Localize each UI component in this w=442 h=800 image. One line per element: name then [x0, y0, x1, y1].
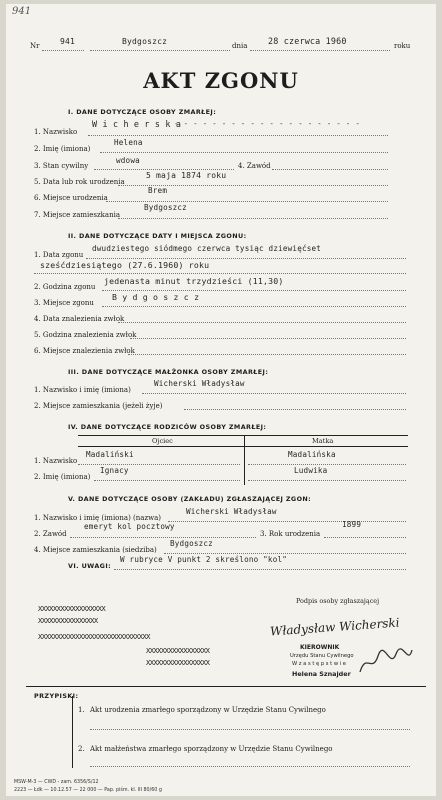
s3-label-1: 1. Nazwisko i imię (imiona): [34, 386, 131, 394]
s4-label-1: 1. Nazwisko: [34, 457, 78, 465]
s1-value-firstname: Helena: [114, 138, 143, 147]
section4-heading: IV. DANE DOTYCZĄCE RODZICÓW OSOBY ZMARŁEJ:: [68, 423, 267, 431]
s5-value-birthyear: 1899: [342, 520, 362, 529]
przypisek-1-text: Akt urodzenia zmarłego sporządzony w Urzędzie Stanu Cywilnego: [90, 706, 326, 714]
s2-label-2: 2. Godzina zgonu: [34, 283, 96, 291]
struck-line-1: XXXXXXXXXXXXXXXXXX: [38, 604, 106, 613]
s2-value-place: B y d g o s z c z: [112, 292, 200, 302]
struck-line-2: XXXXXXXXXXXXXXXX: [38, 616, 98, 625]
s5-label-1: 1. Nazwisko i imię (imiona) (nazwa): [34, 514, 162, 522]
s1-label-4: 4. Zawód: [238, 162, 271, 170]
s4-father-surname: Madaliński: [86, 450, 134, 459]
kierownik-deputy: W z a s t ę p s t w i e: [292, 661, 347, 667]
s6-value-remarks: W rubryce V punkt 2 skreślono "kol": [120, 555, 288, 564]
s1-value-civil-status: wdowa: [116, 156, 140, 165]
kierownik-office: Urzędu Stanu Cywilnego: [290, 653, 354, 659]
s3-label-2: 2. Miejsce zamieszkania (jeżeli żyje): [34, 402, 163, 410]
s1-label-1: 1. Nazwisko: [34, 128, 78, 136]
s4-father-firstname: Ignacy: [100, 466, 129, 475]
s2-value-hour: jedenasta minut trzydzieści (11,30): [104, 276, 284, 286]
print-footer-2: 2223 — Łdk — 10.12.57 — 22 000 — Pap. piśm. kl. III 80/60 g: [14, 788, 162, 793]
s1-dashes: - - - - - - - - - - - - - - - - - - - -: [174, 119, 361, 128]
s1-value-surname: W i c h e r s k a: [92, 119, 182, 129]
official-signature-scribble: [356, 644, 416, 678]
s5-value-occupation: emeryt kol pocztowy: [84, 522, 175, 531]
s5-label-3: 3. Rok urodzenia: [260, 530, 321, 538]
s2-label-6: 6. Miejsce znalezienia zwłok: [34, 347, 135, 355]
s1-label-3: 3. Stan cywilny: [34, 162, 89, 170]
s1-label-5: 5. Data lub rok urodzenia: [34, 178, 125, 186]
s2-label-5: 5. Godzina znalezienia zwłok: [34, 331, 137, 339]
kierownik-title: KIEROWNIK: [300, 644, 340, 651]
s2-label-4: 4. Data znalezienia zwłok: [34, 315, 125, 323]
section1-heading: I. DANE DOTYCZĄCE OSOBY ZMARŁEJ:: [68, 108, 217, 116]
nr-label: Nr: [30, 42, 40, 50]
struck-line-3: XXXXXXXXXXXXXXXXXXXXXXXXXXXXXX: [38, 632, 150, 641]
s2-label-3: 3. Miejsce zgonu: [34, 299, 94, 307]
struck-line-4: XXXXXXXXXXXXXXXXX: [146, 646, 210, 655]
s2-value-date-1: dwudziestego siódmego czerwca tysiąc dziewięćset: [92, 244, 322, 253]
kierownik-name: Helena Sznajder: [292, 670, 351, 678]
przypiski-heading: PRZYPISKI:: [34, 692, 79, 700]
s1-value-birthplace: Brem: [148, 186, 168, 195]
s1-label-2: 2. Imię (imiona): [34, 145, 91, 153]
document-title: AKT ZGONU: [143, 68, 299, 93]
przypisek-1-num: 1.: [78, 706, 85, 714]
s1-label-6: 6. Miejsce urodzenia: [34, 194, 108, 202]
section3-heading: III. DANE DOTYCZĄCE MAŁŻONKA OSOBY ZMARŁEJ:: [68, 368, 269, 376]
act-date: 28 czerwca 1960: [268, 36, 347, 46]
s3-value-spouse: Wicherski Władysław: [154, 379, 245, 388]
act-number: 941: [60, 37, 76, 46]
act-place: Bydgoszcz: [122, 37, 168, 46]
corner-note: 941: [12, 6, 32, 17]
przypisek-2-text: Akt małżeństwa zmarłego sporządzony w Urzędzie Stanu Cywilnego: [90, 745, 333, 753]
s2-label-1: 1. Data zgonu: [34, 251, 84, 259]
col-mother: Matka: [312, 437, 334, 445]
s1-value-residence: Bydgoszcz: [144, 203, 187, 212]
roku-label: roku: [394, 42, 411, 50]
s2-value-date-2: sześćdziesiątego (27.6.1960) roku: [40, 260, 210, 270]
s1-label-7: 7. Miejsce zamieszkania: [34, 211, 120, 219]
s4-mother-firstname: Ludwika: [294, 466, 328, 475]
death-certificate-page: [6, 4, 436, 796]
przypisek-2-num: 2.: [78, 745, 85, 753]
s5-label-2: 2. Zawód: [34, 530, 67, 538]
s5-value-name: Wicherski Władysław: [186, 507, 277, 516]
s4-label-2: 2. Imię (imiona): [34, 473, 91, 481]
signature-caption: Podpis osoby zgłaszającej: [296, 597, 380, 605]
print-footer-1: MSW-M-3 — CWD - zam. 6356/S/12: [14, 780, 99, 785]
section6-heading: VI. UWAGI:: [68, 562, 112, 570]
section5-heading: V. DANE DOTYCZĄCE OSOBY (ZAKŁADU) ZGŁASZAJĄCEJ ZGON:: [68, 495, 312, 503]
s5-value-residence: Bydgoszcz: [170, 539, 213, 548]
dnia-label: dnia: [232, 42, 248, 50]
s5-label-4: 4. Miejsce zamieszkania (siedziba): [34, 546, 157, 554]
s1-value-birthdate: 5 maja 1874 roku: [146, 171, 227, 180]
section2-heading: II. DANE DOTYCZĄCE DATY I MIEJSCA ZGONU:: [68, 232, 247, 240]
col-father: Ojciec: [152, 437, 173, 445]
s4-mother-surname: Madalińska: [288, 450, 336, 459]
declarant-signature: Władysław Wicherski: [269, 615, 400, 639]
struck-line-5: XXXXXXXXXXXXXXXXX: [146, 658, 210, 667]
